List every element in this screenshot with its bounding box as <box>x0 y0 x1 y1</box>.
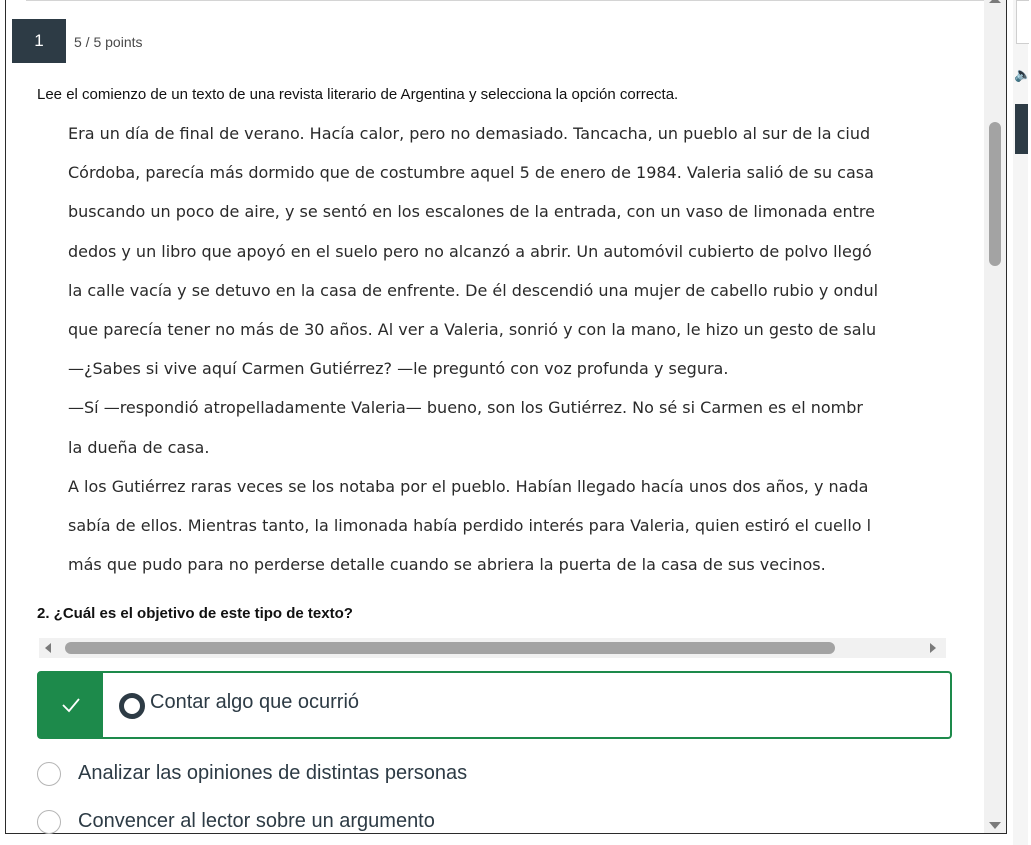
passage-line: dedos y un libro que apoyó en el suelo pero no alcanzó a abrir. Un automóvil cubierto de polvo llegó <box>68 241 872 261</box>
top-divider <box>26 0 984 1</box>
passage-line: sabía de ellos. Mientras tanto, la limonada había perdido interés para Valeria, quien estiró el cuello l <box>68 515 872 535</box>
passage-line: más que pudo para no perderse detalle cuando se abriera la puerta de la casa de sus vecinos. <box>68 555 826 575</box>
radio-button[interactable] <box>37 810 61 834</box>
question-points: 5 / 5 points <box>74 34 143 50</box>
radio-selected[interactable] <box>119 693 145 719</box>
question-instruction: Lee el comienzo de un texto de una revista literario de Argentina y selecciona la opción correcta. <box>37 86 679 103</box>
passage-line: Córdoba, parecía más dormido que de costumbre aquel 5 de enero de 1984. Valeria salió de su casa <box>68 163 874 183</box>
side-nav-button[interactable] <box>1015 104 1028 154</box>
passage-line: —¿Sabes si vive aquí Carmen Gutiérrez? —le preguntó con voz profunda y segura. <box>68 359 729 379</box>
right-side-panel <box>1013 0 1031 845</box>
radio-button[interactable] <box>37 762 61 786</box>
answer-option[interactable] <box>37 754 937 794</box>
speaker-icon[interactable]: 🔈 <box>1014 66 1031 82</box>
passage-line: la dueña de casa. <box>68 437 210 457</box>
passage-line: A los Gutiérrez raras veces se los notaba por el pueblo. Habían llegado hacía unos dos años, y nada <box>68 476 869 496</box>
passage-horizontal-scrollbar[interactable] <box>39 638 946 658</box>
scroll-left-arrow-icon[interactable] <box>45 643 51 653</box>
option-label: Contar algo que ocurrió <box>150 691 360 713</box>
option-label: Analizar las opiniones de distintas personas <box>78 762 468 784</box>
passage-line: buscando un poco de aire, y se sentó en los escalones de la entrada, con un vaso de limonada entre <box>68 202 875 222</box>
vertical-scrollbar[interactable] <box>984 0 1006 833</box>
horizontal-scrollbar-thumb[interactable] <box>65 642 835 654</box>
vertical-scrollbar-thumb[interactable] <box>989 122 1001 266</box>
question-number: 1 <box>34 31 44 50</box>
quiz-question-panel <box>5 0 1007 834</box>
side-input-box[interactable] <box>1016 0 1029 44</box>
passage-line: Era un día de final de verano. Hacía calor, pero no demasiado. Tancacha, un pueblo al sur de la ciud <box>68 124 871 143</box>
passage-line: —Sí —respondió atropelladamente Valeria— bueno, son los Gutiérrez. No sé si Carmen es el nombr <box>68 398 863 418</box>
passage-line: la calle vacía y se detuvo en la casa de enfrente. De él descendió una mujer de cabello rubio y ondul <box>68 280 879 300</box>
scroll-down-arrow-icon[interactable] <box>989 822 1001 829</box>
answer-option[interactable] <box>37 802 937 842</box>
answer-option-correct[interactable] <box>37 671 952 739</box>
correct-indicator <box>39 673 103 737</box>
scroll-right-arrow-icon[interactable] <box>930 643 936 653</box>
reading-passage <box>68 114 962 584</box>
sub-question-title: 2. ¿Cuál es el objetivo de este tipo de texto? <box>37 605 353 622</box>
question-number-badge <box>12 19 66 63</box>
option-label: Convencer al lector sobre un argumento <box>78 810 435 832</box>
scroll-up-arrow-icon[interactable] <box>989 0 1001 3</box>
check-icon <box>61 695 81 715</box>
passage-line: que parecía tener no más de 30 años. Al ver a Valeria, sonrió y con la mano, le hizo un gesto de salu <box>68 319 877 339</box>
